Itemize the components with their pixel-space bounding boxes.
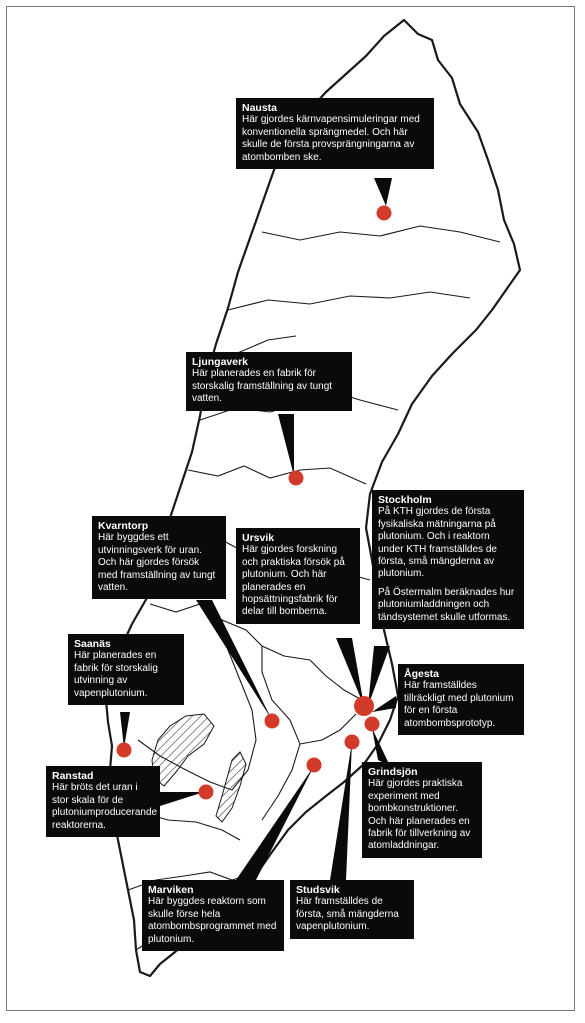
callout-text: Här bröts det uran i stor skala för de plutoniumproducerande reaktorerna. — [52, 782, 158, 831]
callout-sannas — [68, 634, 184, 705]
callout-title: Kvarntorp — [98, 520, 149, 532]
callout-text: På Östermalm beräknades hur plutoniumladdningen och tändsystemet skulle utformas. — [378, 586, 515, 623]
callout-title: Ranstad — [52, 770, 94, 782]
marker-grindsjon — [345, 735, 360, 750]
marker-ranstad — [199, 785, 214, 800]
callout-text: Här planerades en fabrik för storskalig utvinning av vapenplutonium. — [74, 650, 158, 699]
marker-kvarntorp — [265, 714, 280, 729]
callout-kvarntorp — [92, 516, 226, 599]
marker-sannas — [117, 743, 132, 758]
callout-title: Ågesta — [404, 668, 440, 680]
callout-studsvik — [290, 880, 414, 939]
marker-studsvik — [307, 758, 322, 773]
callout-agesta — [398, 664, 524, 735]
callout-nausta — [236, 98, 434, 169]
callout-title: Ljungaverk — [192, 356, 249, 368]
marker-agesta — [365, 717, 380, 732]
callout-title: Saanäs — [74, 638, 111, 650]
callout-title: Grindsjön — [368, 766, 418, 778]
callout-title: Marviken — [148, 884, 194, 896]
callout-text: Här framställdes tillräckligt med plutonium för en första atombombsprototyp. — [404, 680, 514, 729]
callout-title: Stockholm — [378, 494, 432, 506]
callout-title: Studsvik — [296, 884, 340, 896]
callout-text: Här gjordes forskning och praktiska försök på plutonium. Och här planerades en hopsättningsfabrik för delar till bomberna. — [242, 544, 345, 618]
callout-text: Här byggdes ett utvinningsverk för uran. Och här gjordes försök med framställning av tungt vatten. — [98, 532, 216, 594]
callout-text: Här byggdes reaktorn som skulle förse hela atombombsprogrammet med plutonium. — [148, 896, 277, 945]
marker-nausta — [377, 206, 392, 221]
callout-text: Här gjordes kärnvapensimuleringar med konventionella sprängmedel. Och här skulle de första provsprängningarna av atombomben ske. — [242, 114, 420, 163]
callout-text: På KTH gjordes de första fysikaliska mätningarna på plutonium. Och i reaktorn under KTH framställdes de första, små mängderna av plutonium. — [378, 506, 497, 580]
callout-title: Ursvik — [242, 532, 275, 544]
callout-text: Här planerades en fabrik för storskalig framställning av tungt vatten. — [192, 368, 333, 405]
callout-grindsjon — [362, 762, 482, 858]
callout-ljungaverk — [186, 352, 352, 411]
callout-title: Nausta — [242, 102, 278, 114]
callout-stockholm — [372, 490, 524, 629]
callout-text: Här framställdes de första, små mängderna vapenplutonium. — [296, 896, 399, 933]
callout-marviken — [142, 880, 284, 951]
marker-ljungaverk — [289, 471, 304, 486]
marker-stockholm — [354, 696, 374, 716]
callout-text: Här gjordes praktiska experiment med bombkonstruktioner. Och här planerades en fabrik för tillverkning av atomladdningar. — [368, 778, 471, 852]
callout-ranstad — [46, 766, 160, 837]
callout-ursvik — [236, 528, 360, 624]
